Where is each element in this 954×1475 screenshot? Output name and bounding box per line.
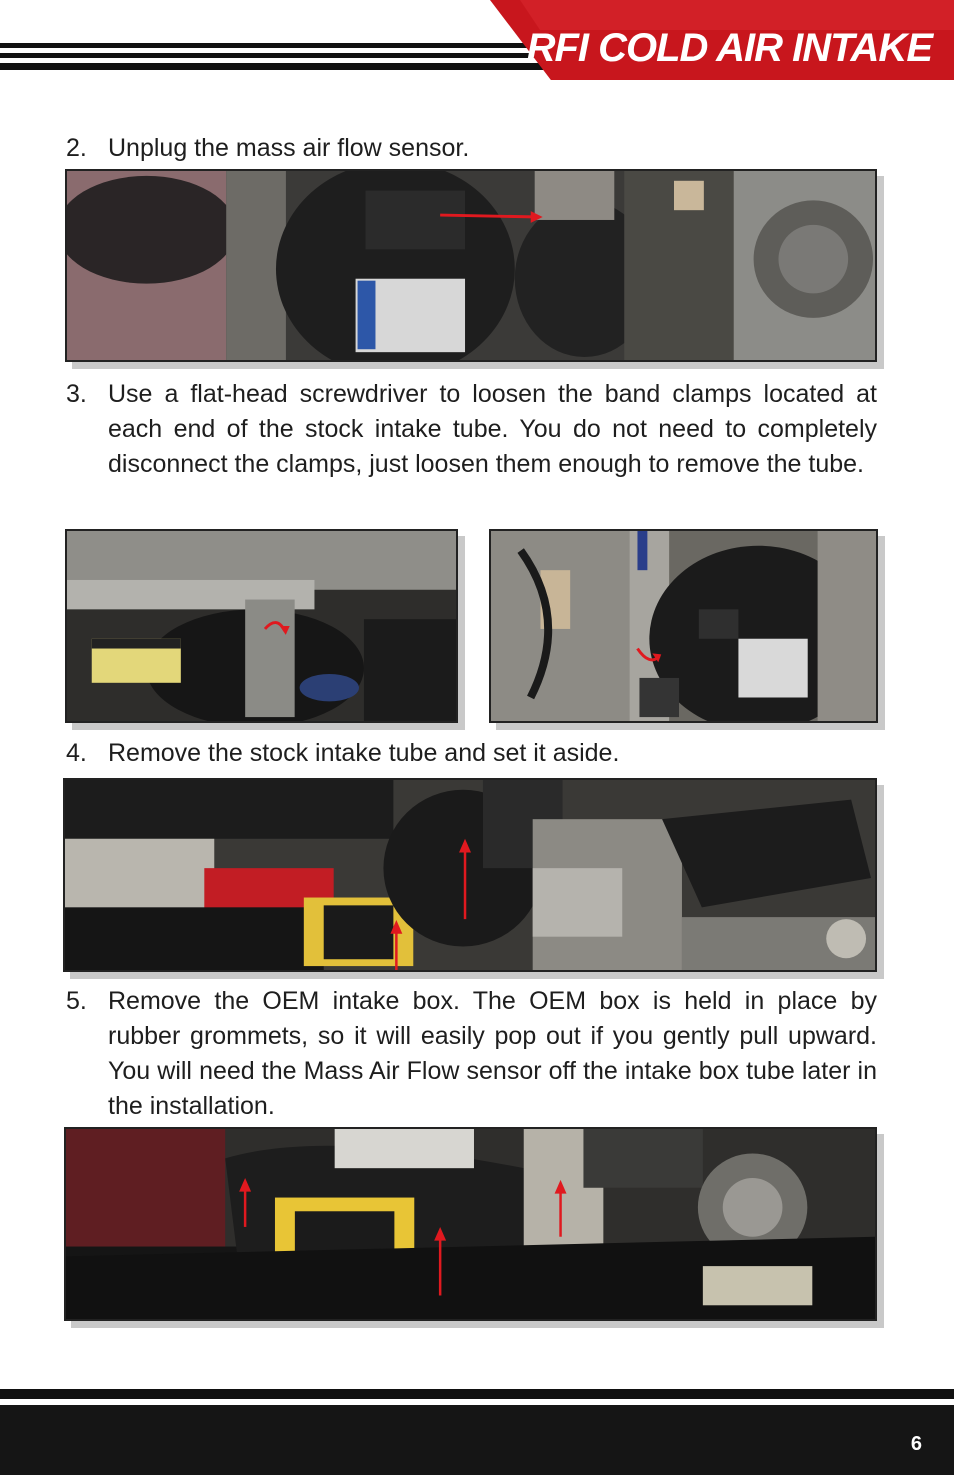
photo-loosen-clamp-left <box>65 529 458 723</box>
photo-remove-oem-intake-box <box>64 1127 877 1321</box>
photo-unplug-maf-sensor <box>65 169 877 362</box>
step-4 <box>66 736 877 771</box>
page-number: 6 <box>910 1433 922 1455</box>
step-text: Remove the OEM intake box. The OEM box is held in place by rubber grommets, so it will easily pop out if you gently pull upward. You will need the Mass Air Flow sensor off the intake box tube later in the installation. <box>108 987 877 1120</box>
step-2 <box>66 131 877 166</box>
step-number: 3. <box>66 380 87 408</box>
photo-loosen-clamp-right <box>489 529 878 723</box>
step-text: Use a flat-head screwdriver to loosen the band clamps located at each end of the stock intake tube. You do not need to completely disconnect the clamps, just loosen them enough to remove the tube. <box>108 380 877 478</box>
step-3 <box>66 377 877 482</box>
step-number: 5. <box>66 987 87 1015</box>
step-number: 2. <box>66 134 87 162</box>
footer-bar <box>0 1405 954 1475</box>
step-5 <box>66 984 877 1124</box>
step-number: 4. <box>66 739 87 767</box>
manual-title: RFI COLD AIR INTAKE <box>526 26 932 70</box>
photo-remove-intake-tube <box>63 778 877 972</box>
step-text: Remove the stock intake tube and set it aside. <box>108 739 620 767</box>
step-text: Unplug the mass air flow sensor. <box>108 134 470 162</box>
footer-rule <box>0 1389 954 1399</box>
